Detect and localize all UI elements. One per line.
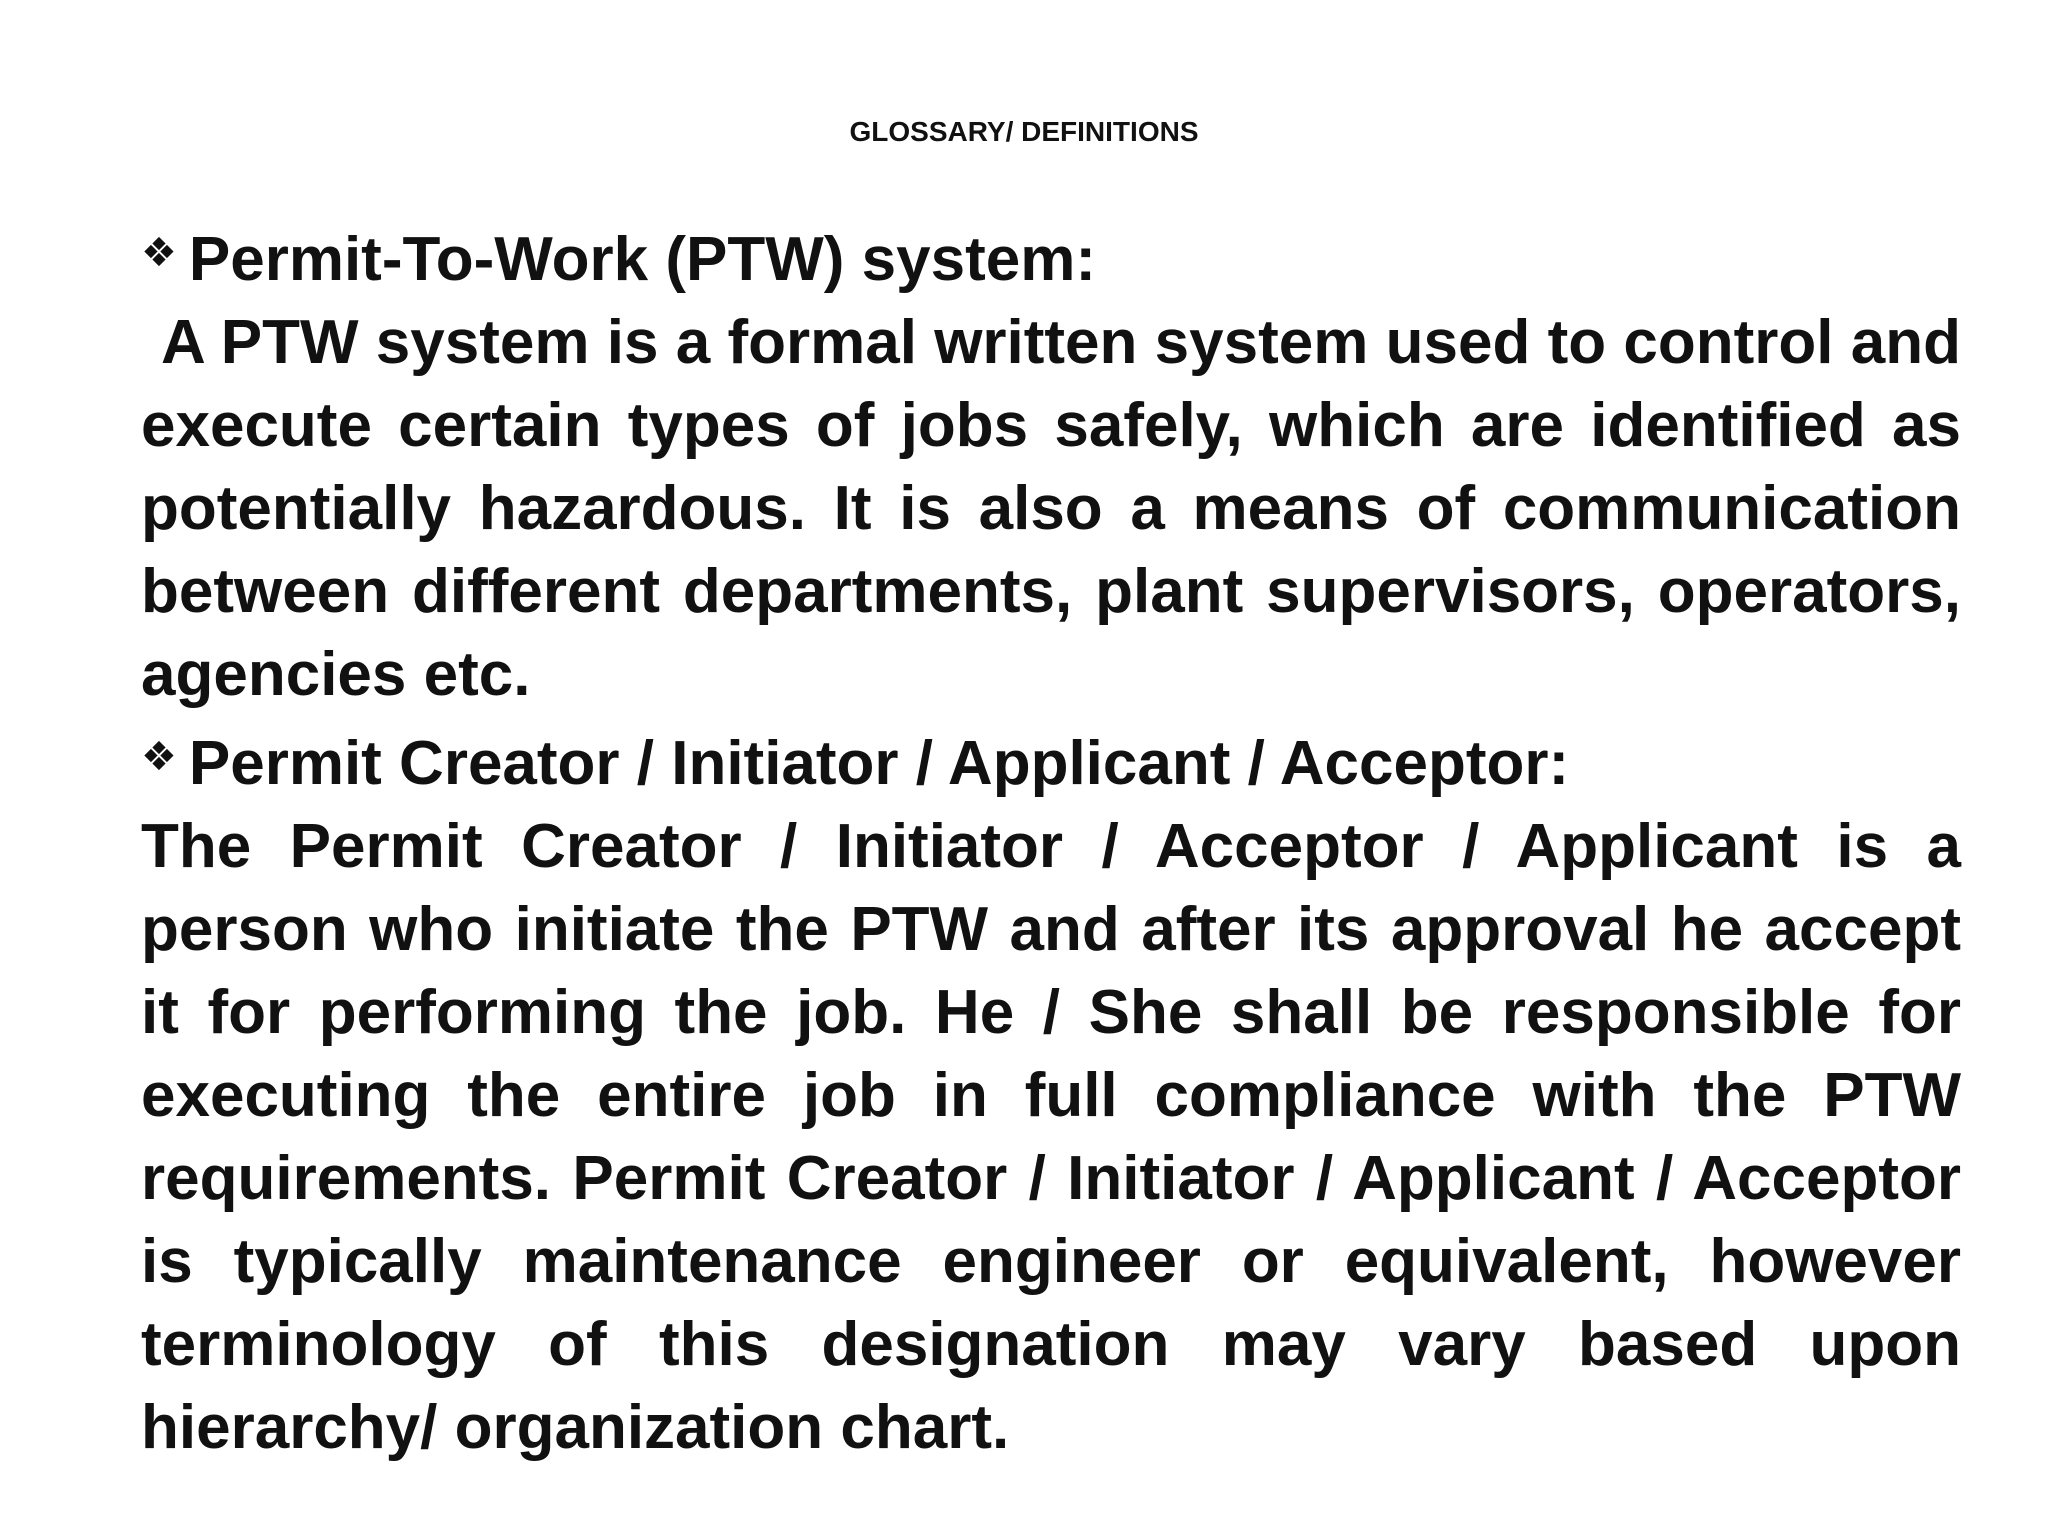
diamond-bullet-icon: ❖ [141, 231, 177, 275]
glossary-term-permit-creator [141, 716, 1961, 805]
term-label: Permit Creator / Initiator / Applicant / Acceptor: [188, 729, 1570, 798]
glossary-term-ptw-system [141, 212, 1961, 301]
diamond-bullet-icon: ❖ [141, 735, 177, 779]
glossary-definition-ptw-system: A PTW system is a formal written system used to control and execute certain types of jobs safely, which are identified as potentially hazardous. It is also a means of communication between different departments, plant supervisors, operators, agencies etc. [141, 308, 1961, 709]
slide-title: GLOSSARY/ DEFINITIONS [849, 116, 1199, 147]
glossary-content [141, 212, 1961, 1469]
term-label: Permit-To-Work (PTW) system: [188, 225, 1096, 294]
glossary-definition-permit-creator: The Permit Creator / Initiator / Acceptor / Applicant is a person who initiate the PTW and after its approval he accept it for performing the job. He / She shall be responsible for executing the entire job in full compliance with the PTW requirements. Permit Creator / Initiator / Applicant / Acceptor is typically maintenance engineer or equivalent, however terminology of this designation may vary based upon hierarchy/ organization chart. [141, 812, 1961, 1462]
